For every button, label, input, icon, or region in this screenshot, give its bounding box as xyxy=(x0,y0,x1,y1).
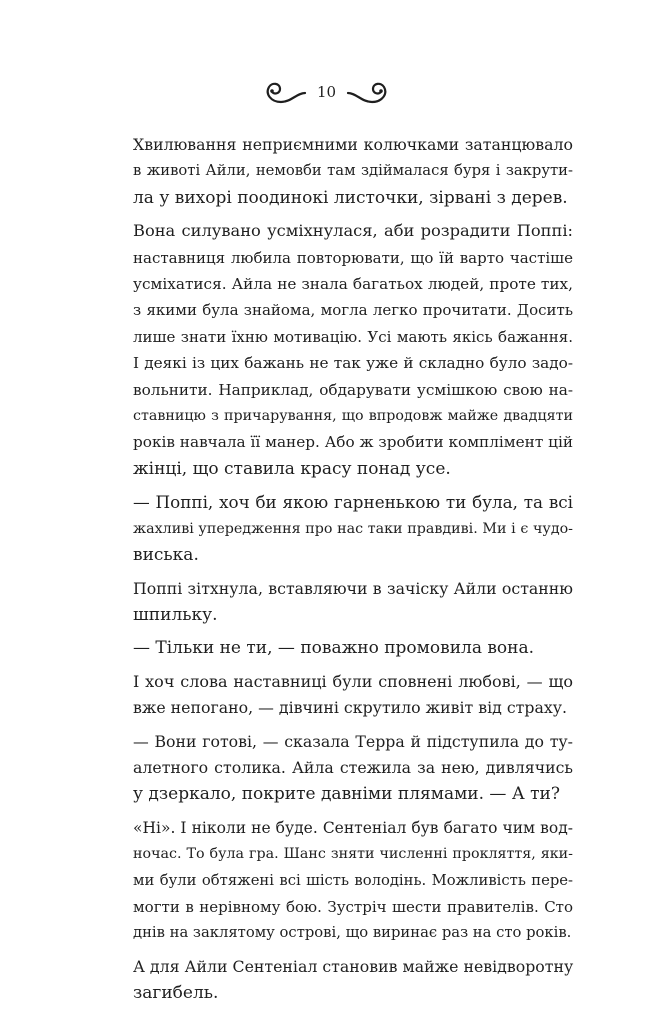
paragraph xyxy=(133,815,573,947)
text-line: — Поппі, хоч би якою гарненькою ти була, та всі xyxy=(133,492,573,513)
text-line: алетного столика. Айла стежила за нею, дивлячись xyxy=(133,757,573,777)
text-line: років навчала її манер. Або ж зробити комплімент цій xyxy=(133,433,573,452)
text-line: з якими була знайома, могла легко прочитати. Досить xyxy=(133,301,573,320)
text-line: в животі Айли, немовби там здіймалася буря і закрути- xyxy=(133,162,573,180)
text-line: усміхатися. Айла не знала багатьох людей, проте тих, xyxy=(133,275,573,294)
swirl-ornament-left-icon xyxy=(253,76,309,108)
paragraph xyxy=(133,218,573,482)
text-line: ла у вихорі поодинокі листочки, зірвані з дерев. xyxy=(133,187,568,208)
text-line: наставниця любила повторювати, що їй варто частіше xyxy=(133,248,573,267)
text-line: вже непогано, — дівчині скрутило живіт від страху. xyxy=(133,698,568,718)
paragraph xyxy=(133,954,573,1007)
text-line: днів на заклятому острові, що виринає раз на сто років. xyxy=(133,924,572,942)
text-line: — Вони готові, — сказала Терра й підступила до ту- xyxy=(133,731,573,751)
text-line: могти в нерівному бою. Зустріч шести правителів. Сто xyxy=(133,897,573,916)
page-header xyxy=(0,74,653,110)
text-line: виська. xyxy=(133,545,199,566)
paragraph xyxy=(133,635,573,661)
paragraph xyxy=(133,669,573,722)
text-line: вольнити. Наприклад, обдарувати усмішкою свою на- xyxy=(133,380,573,399)
page-number: 10 xyxy=(316,83,337,101)
text-line: загибель. xyxy=(133,983,219,1004)
text-line: лише знати їхню мотивацію. Усі мають якісь бажання. xyxy=(133,327,573,346)
text-line: Хвилювання неприємними колючками затанцювало xyxy=(133,135,573,154)
text-line: ми були обтяжені всі шість володінь. Можливість пере- xyxy=(133,871,573,889)
text-line: А для Айли Сентеніал становив майже невідворотну xyxy=(133,956,574,976)
swirl-ornament-right-icon xyxy=(344,76,400,108)
text-line: — Тільки не ти, — поважно промовила вона. xyxy=(133,638,535,659)
paragraph xyxy=(133,132,573,211)
text-line: ночас. То була гра. Шанс зняти численні прокляття, яки- xyxy=(133,846,573,863)
paragraph xyxy=(133,729,573,808)
paragraph xyxy=(133,489,573,568)
text-line: І деякі із цих бажань не так уже й складно було задо- xyxy=(133,354,573,373)
text-line: шпильку. xyxy=(133,604,218,625)
text-line: Поппі зітхнула, вставляючи в зачіску Айли останню xyxy=(133,578,573,598)
paragraph xyxy=(133,576,573,629)
text-line: жахливі упередження про нас таки правдиві. Ми і є чудо- xyxy=(133,520,573,537)
text-line: жінці, що ставила красу понад усе. xyxy=(133,458,451,479)
body-text xyxy=(133,132,573,1014)
text-line: І хоч слова наставниці були сповнені любові, — що xyxy=(133,671,573,691)
text-line: ставницю з причарування, що впродовж майже двадцяти xyxy=(133,408,573,425)
text-line: у дзеркало, покрите давніми плямами. — А ти? xyxy=(133,784,560,805)
text-line: «Ні». І ніколи не буде. Сентеніал був багато чим вод- xyxy=(133,818,573,837)
text-line: Вона силувано усміхнулася, аби розрадити Поппі: xyxy=(133,221,573,241)
